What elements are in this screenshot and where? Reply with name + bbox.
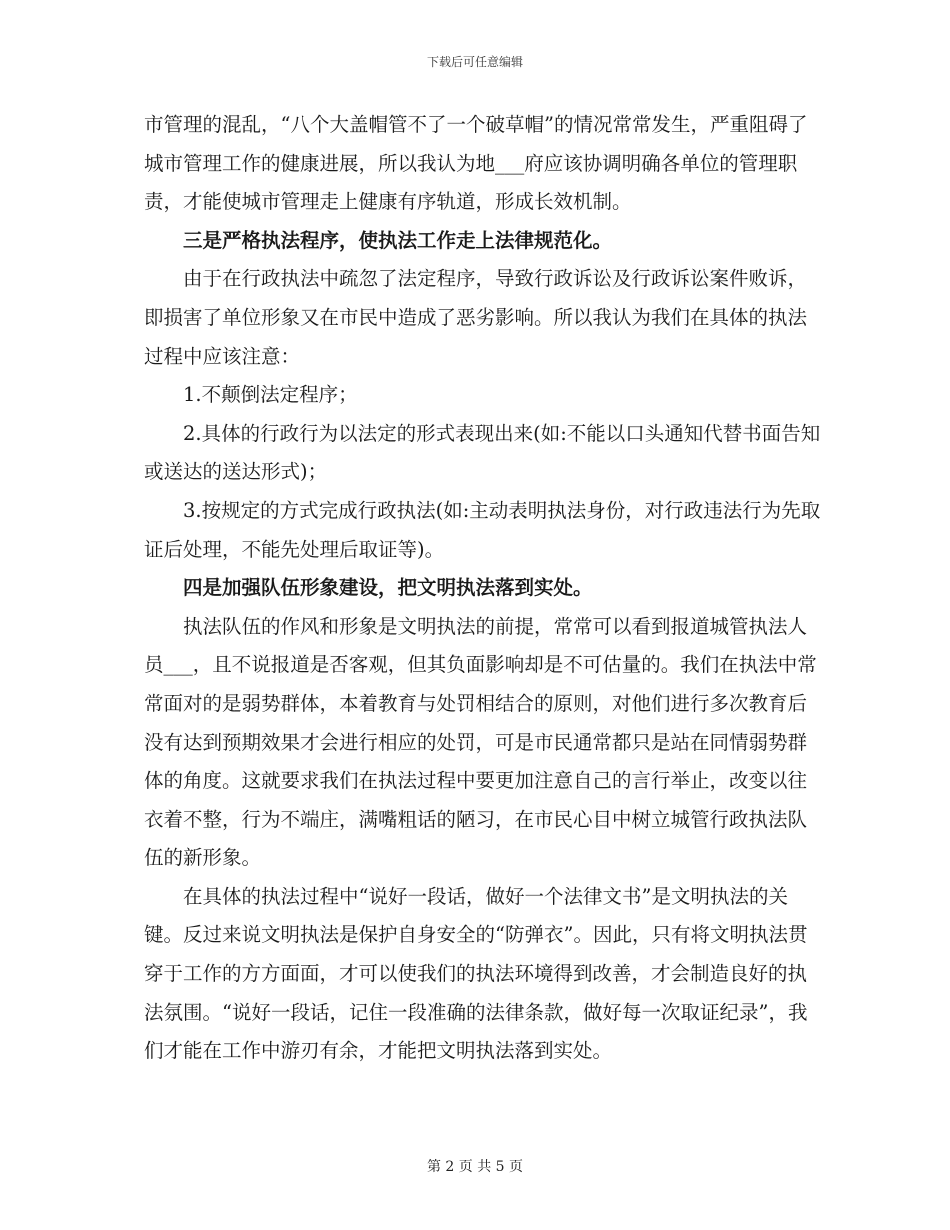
list-item-1: 1.不颠倒法定程序； <box>183 383 358 407</box>
page-footer: 第 2 页 共 5 页 <box>426 1159 524 1175</box>
list-item-3: 3.按规定的方式完成行政执法(如:主动表明执法身份，对行政违法行为先取证后处理，不能先处理后取证等)。 <box>144 498 821 561</box>
document-body <box>144 106 824 1071</box>
paragraph: 在具体的执法过程中“说好一段话，做好一个法律文书”是文明执法的关键。反过来说文明执法是保护自身安全的“防弹衣”。因此，只有将文明执法贯穿于工作的方方面面，才可以使我们的执法环境得到改善，才会制造良好的执法氛围。“说好一段话，记住一段准确的法律条款，做好每一次取证纪录”，我们才能在工作中游刃有余，才能把文明执法落到实处。 <box>144 884 808 1063</box>
section-heading-3: 三是严格执法程序，使执法工作走上法律规范化。 <box>183 228 613 252</box>
paragraph: 执法队伍的作风和形象是文明执法的前提，常常可以看到报道城管执法人员___，且不说报道是否客观，但其负面影响却是不可估量的。我们在执法中常常面对的是弱势群体，本着教育与处罚相结合的原则，对他们进行多次教育后没有达到预期效果才会进行相应的处罚，可是市民通常都只是站在同情弱势群体的角度。这就要求我们在执法过程中要更加注意自己的言行举止，改变以往衣着不整，行为不端庄，满嘴粗话的陋习，在市民心目中树立城管行政执法队伍的新形象。 <box>144 614 817 870</box>
list-item-2: 2.具体的行政行为以法定的形式表现出来(如:不能以口头通知代替书面告知或送达的送达形式)； <box>144 421 821 484</box>
section-heading-4: 四是加强队伍形象建设，把文明执法落到实处。 <box>183 576 593 600</box>
paragraph-continuation: 市管理的混乱，“八个大盖帽管不了一个破草帽”的情况常常发生，严重阻碍了城市管理工作的健康进展，所以我认为地___府应该协调明确各单位的管理职责，才能使城市管理走上健康有序轨道，形成长效机制。 <box>144 113 808 214</box>
page-header: 下载后可任意编辑 <box>426 55 523 69</box>
paragraph: 由于在行政执法中疏忽了法定程序，导致行政诉讼及行政诉讼案件败诉，即损害了单位形象又在市民中造成了恶劣影响。所以我认为我们在具体的执法过程中应该注意： <box>144 267 808 368</box>
